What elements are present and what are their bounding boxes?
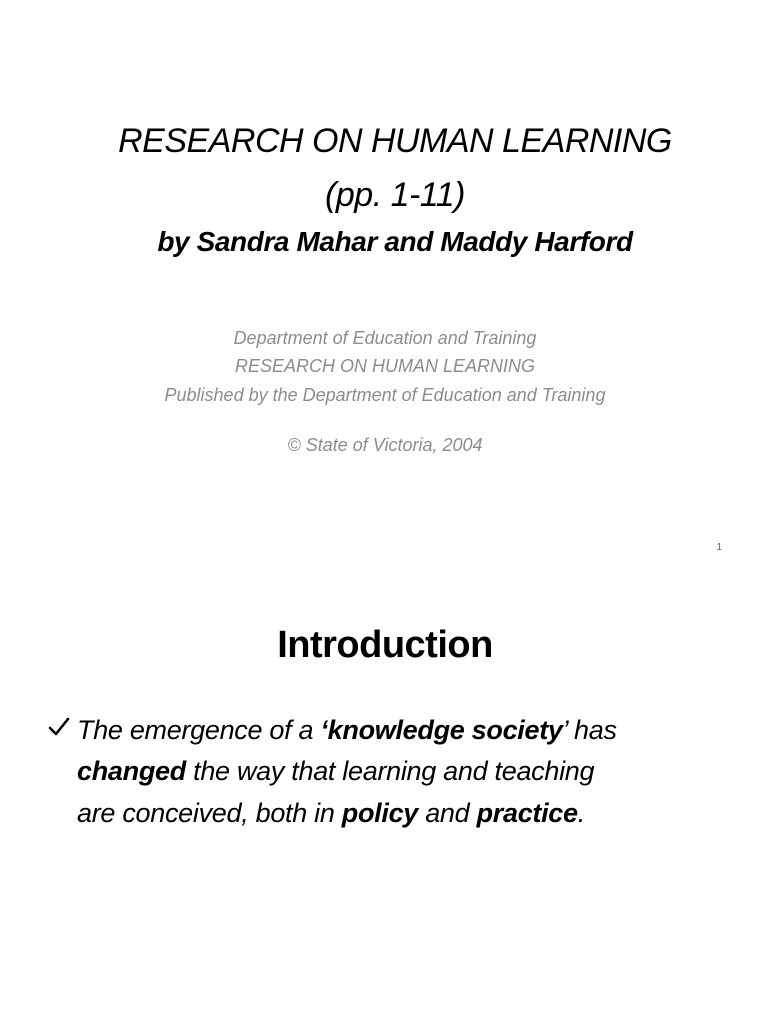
slide-number: 1 <box>716 542 722 553</box>
page-range: (pp. 1-11) <box>325 176 465 214</box>
checkmark-icon <box>48 716 70 738</box>
credit-copyright: © State of Victoria, 2004 <box>287 435 483 455</box>
bullet-text-line <box>77 756 594 787</box>
emphasis-practice: practice <box>476 798 578 828</box>
text-segment: and <box>418 798 477 828</box>
slide-title: RESEARCH ON HUMAN LEARNING <box>118 122 672 160</box>
text-segment: the way that learning and teaching <box>185 756 595 786</box>
authors: by Sandra Mahar and Maddy Harford <box>157 226 633 257</box>
text-segment: ’ has <box>562 715 617 745</box>
credit-title: RESEARCH ON HUMAN LEARNING <box>234 356 536 376</box>
bullet-text-line <box>77 798 585 829</box>
text-segment: . <box>577 798 585 828</box>
bullet-text-line <box>77 715 617 746</box>
emphasis-changed: changed <box>77 756 186 786</box>
emphasis-policy: policy <box>341 798 419 828</box>
text-segment: are conceived, both in <box>77 798 342 828</box>
text-segment: The emergence of a <box>77 715 321 745</box>
slide-heading: Introduction <box>277 624 493 666</box>
emphasis-knowledge-society: ‘knowledge society <box>320 715 563 745</box>
credit-publisher: Published by the Department of Education and Training <box>164 385 606 405</box>
introduction-slide <box>0 570 768 1024</box>
credit-department: Department of Education and Training <box>233 328 537 348</box>
